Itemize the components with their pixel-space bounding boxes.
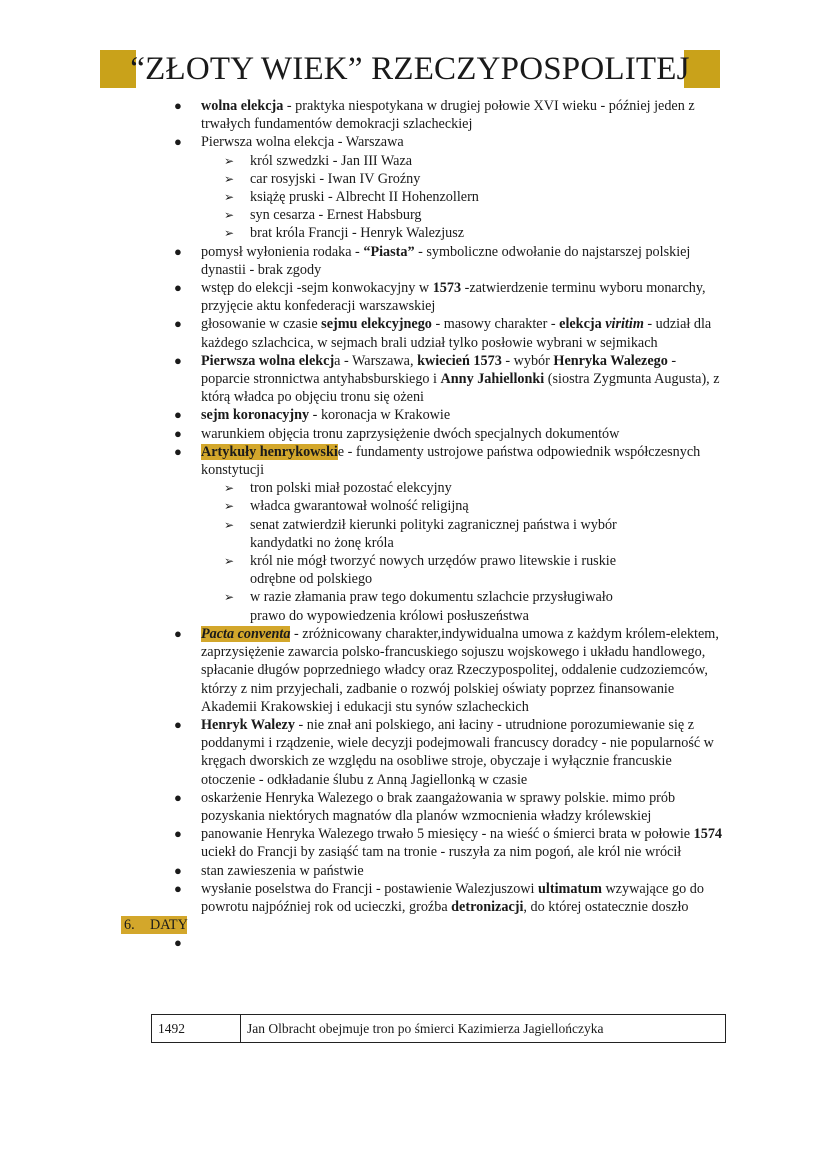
list-item: ● Pierwsza wolna elekcja - Warszawa ➢ król szwedzki - Jan III Waza ➢ car rosyjski - Iwan IV Groźny ➢ książę pruski - Albrecht II Hohenzollern ➢ syn cesarza - Ernest Habsburg ➢ brat króla Francji - Henryk Walezjusz: [0, 133, 828, 242]
list-item: ● Pierwsza wolna elekcja - Warszawa, kwiecień 1573 - wybór Henryka Walezego - poparcie stronnictwa antyhabsburskiego i Anny Jahiellonki (siostra Zygmunta Augusta), z którą władca po objęciu tronu się ożeni: [174, 352, 720, 406]
sub-list-item: ➢ władca gwarantował wolność religijną: [224, 498, 469, 515]
sub-list-item: ➢ brat króla Francji - Henryk Walezjusz: [224, 225, 465, 242]
list-item: ● warunkiem objęcia tronu zaprzysiężenie dwóch specjalnych dokumentów: [174, 425, 620, 442]
dates-table: [151, 1014, 726, 1043]
list-item: ● Artykuły henrykowskie - fundamenty ustrojowe państwa odpowiednik współczesnych konstytucji ➢ tron polski miał pozostać elekcyjny ➢ władca gwarantował wolność religijną ➢ senat zatwierdził kierunki polityki zagranicznej państwa i wybór kandydatki no żonę króla ➢ król nie mógł tworzyć nowych urzędów prawo litewskie i ruskie odrębne od polskiego ➢ w razie złamania praw tego dokumentu szlachcie przysługiwało prawo do wypowiedzenia królowi posłuszeństwa: [0, 443, 828, 625]
list-item: ● sejm koronacyjny - koronacja w Krakowie: [174, 407, 451, 424]
list-item: ● wstęp do elekcji -sejm konwokacyjny w 1573 -zatwierdzenie terminu wyboru monarchy, przyjęcie aktu konfederacji warszawskiej: [174, 280, 706, 315]
sub-list-item: ➢ car rosyjski - Iwan IV Groźny: [224, 170, 421, 187]
section-number: 6.: [124, 917, 135, 934]
highlighted-term: Pacta conventa: [201, 625, 291, 642]
notes-content: [0, 97, 828, 953]
list-item: ● oskarżenie Henryka Walezego o brak zaangażowania w sprawy polskie. mimo prób pozyskania niektórych magnatów dla planów wzmocnienia władzy królewskiej: [174, 789, 676, 824]
table-row: [152, 1015, 726, 1043]
list-item: ● wolna elekcja - praktyka niespotykana w drugiej połowie XVI wieku - później jeden z trwałych fundamentów demokracji szlacheckiej: [174, 98, 695, 133]
page-title: “ZŁOTY WIEK” RZECZYPOSPOLITEJ: [130, 51, 690, 87]
sub-list-item: ➢ król szwedzki - Jan III Waza: [224, 152, 413, 169]
highlighted-term: Artykuły henrykowski: [201, 443, 338, 460]
list-item: ● panowanie Henryka Walezego trwało 5 miesięcy - na wieść o śmierci brata w połowie 1574 uciekł do Francji by zasiąść tam na tronie - ruszyła za nim pogoń, ale król nie wrócił: [174, 826, 722, 861]
candidates-list: [201, 152, 728, 243]
sub-list-item: ➢ książę pruski - Albrecht II Hohenzollern: [224, 189, 479, 206]
sub-list-item: ➢ w razie złamania praw tego dokumentu szlachcie przysługiwało prawo do wypowiedzenia królowi posłuszeństwa: [224, 589, 613, 624]
list-item: ● pomysł wyłonienia rodaka - “Piasta” - symboliczne odwołanie do najstarszej polskiej dynastii - brak zgody: [174, 243, 691, 278]
sub-list-item: ➢ tron polski miał pozostać elekcyjny: [224, 480, 452, 497]
sub-list-item: ➢ senat zatwierdził kierunki polityki zagranicznej państwa i wybór kandydatki no żonę króla: [224, 516, 617, 551]
title-block: [100, 50, 720, 88]
list-item: ● wysłanie poselstwa do Francji - postawienie Walezjuszowi ultimatum wzywające go do powrotu najpóźniej rok od ucieczki, groźba detronizacji, do której ostatecznie doszło: [174, 880, 704, 915]
empty-list-item: ●: [174, 935, 182, 951]
section-label: DATY: [150, 917, 188, 934]
list-item: ● Pacta conventa - zróżnicowany charakter,indywidualna umowa z każdym królem-elektem, zaprzysiężenie zawarcia polsko-francuskiego sojuszu wojskowego i układu handlowego, spłacanie długów poprzedniego władcy oraz Rzeczypospolitej, oddalenie cudzoziemców, którzy z nim przyjechali, zadbanie o rozwój polskiej oświaty poprzez finansowanie Akademii Krakowskiej i edukacji stu synów szlacheckich: [174, 625, 719, 715]
list-item: ● stan zawieszenia w państwie: [174, 862, 364, 879]
list-item: ● Henryk Walezy - nie znał ani polskiego, ani łaciny - utrudnione porozumiewanie się z poddanymi i rządzenie, wiele decyzji podejmowali francuscy doradcy - nie popularność w kręgach dworskich ze względu na osobliwe stroje, obyczaje i wyłącznie francuskie otoczenie - odkładanie ślubu z Anną Jagiellonką w czasie: [174, 716, 714, 788]
list-item: ● głosowanie w czasie sejmu elekcyjnego - masowy charakter - elekcja viritim - udział dla każdego szlachcica, w sejmach brali udział tylko posłowie wybrani w sejmikach: [174, 316, 712, 351]
table-cell-event: Jan Olbracht obejmuje tron po śmierci Kazimierza Jagiellończyka: [241, 1015, 726, 1043]
notes-list: [0, 97, 828, 916]
sub-list-item: ➢ syn cesarza - Ernest Habsburg: [224, 207, 422, 224]
table-cell-year: 1492: [152, 1015, 241, 1043]
section-heading: [0, 916, 828, 934]
sub-list-item: ➢ król nie mógł tworzyć nowych urzędów prawo litewskie i ruskie odrębne od polskiego: [224, 553, 617, 588]
articles-list: [201, 479, 728, 625]
